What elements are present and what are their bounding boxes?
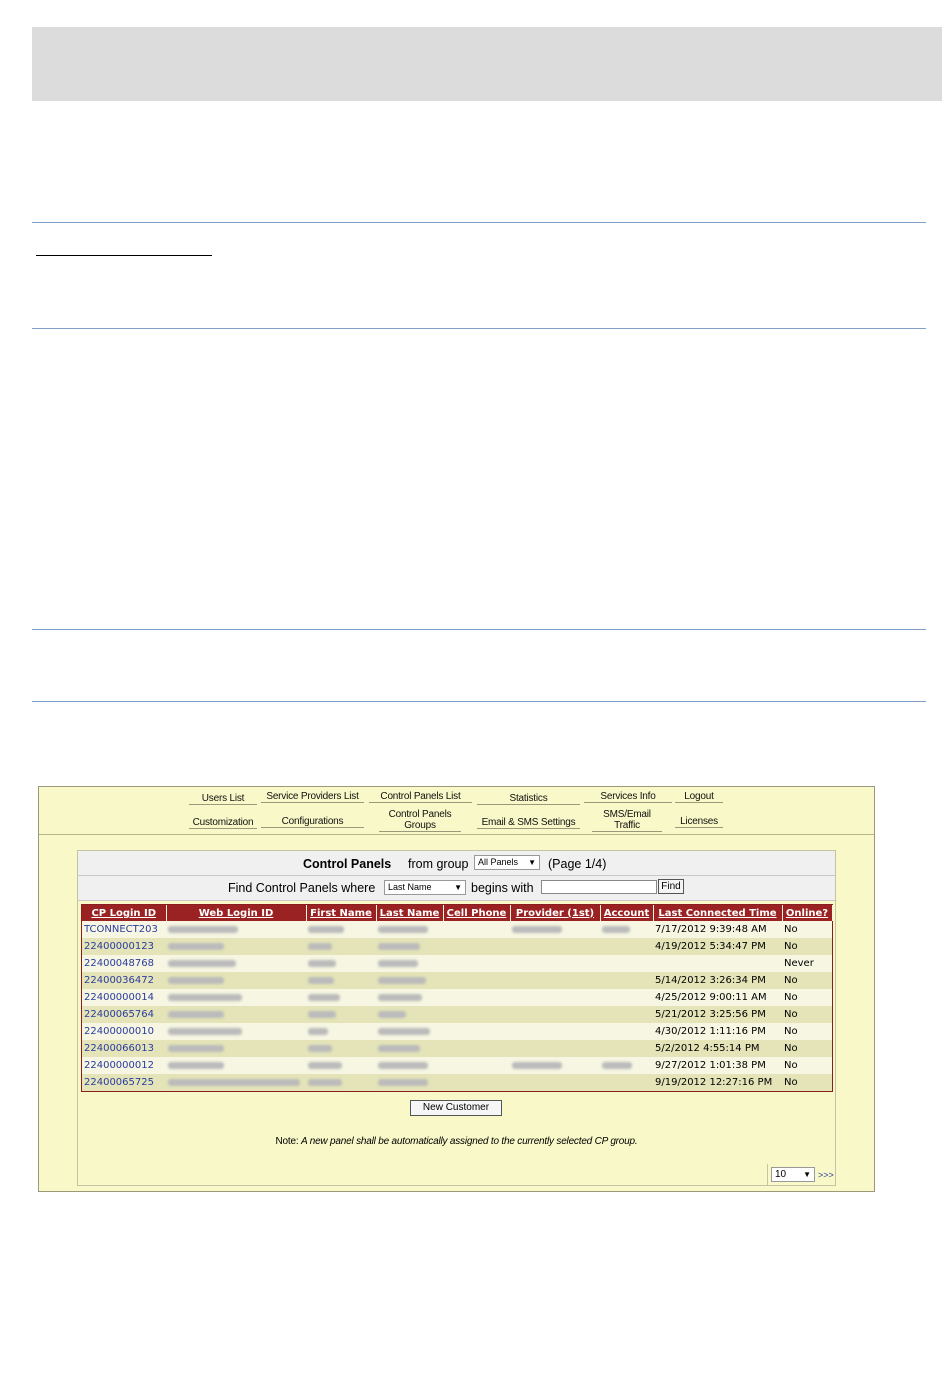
blurred-cell xyxy=(166,1040,306,1057)
cell-empty xyxy=(443,955,510,972)
divider xyxy=(32,629,926,630)
col-last-name[interactable]: Last Name xyxy=(376,905,443,921)
col-online[interactable]: Online? xyxy=(782,905,832,921)
blurred-cell xyxy=(166,1057,306,1074)
last-connected xyxy=(653,955,782,972)
last-connected: 9/27/2012 1:01:38 PM xyxy=(653,1057,782,1074)
online-status: No xyxy=(782,938,832,955)
panel-title-row xyxy=(78,851,835,876)
blurred-cell xyxy=(166,955,306,972)
group-select[interactable] xyxy=(474,855,540,870)
pager xyxy=(767,1164,836,1186)
blurred-cell xyxy=(166,1023,306,1040)
divider xyxy=(32,328,926,329)
blurred-cell xyxy=(306,1040,376,1057)
blurred-cell xyxy=(306,989,376,1006)
cp-login-id-link[interactable]: 22400065764 xyxy=(82,1006,166,1023)
cp-login-id-link[interactable]: 22400048768 xyxy=(82,955,166,972)
underline-rule xyxy=(36,255,212,256)
blurred-cell xyxy=(166,921,306,938)
last-connected: 4/19/2012 5:34:47 PM xyxy=(653,938,782,955)
cell-empty xyxy=(443,972,510,989)
nav-customization[interactable]: Customization xyxy=(189,817,257,829)
blurred-cell xyxy=(306,921,376,938)
nav-configurations[interactable]: Configurations xyxy=(261,816,364,828)
table-row[interactable] xyxy=(82,1057,832,1074)
last-connected: 5/14/2012 3:26:34 PM xyxy=(653,972,782,989)
cell-empty xyxy=(443,989,510,1006)
col-cell-phone[interactable]: Cell Phone xyxy=(443,905,510,921)
table-row[interactable] xyxy=(82,1040,832,1057)
col-last-connected[interactable]: Last Connected Time xyxy=(653,905,782,921)
online-status: No xyxy=(782,989,832,1006)
cell-empty xyxy=(443,1006,510,1023)
nav-logout[interactable]: Logout xyxy=(675,791,723,803)
blurred-cell xyxy=(376,989,443,1006)
search-row xyxy=(78,876,835,901)
last-connected: 9/19/2012 12:27:16 PM xyxy=(653,1074,782,1091)
blurred-cell xyxy=(306,1006,376,1023)
cell-empty xyxy=(600,1006,653,1023)
nav-statistics[interactable]: Statistics xyxy=(477,793,580,805)
blurred-cell xyxy=(376,1057,443,1074)
blurred-cell xyxy=(306,955,376,972)
nav-bar xyxy=(39,787,874,835)
cell-empty xyxy=(510,1074,600,1091)
cp-login-id-link[interactable]: TCONNECT203 xyxy=(82,921,166,938)
cp-login-id-link[interactable]: 22400065725 xyxy=(82,1074,166,1091)
cp-login-id-link[interactable]: 22400000123 xyxy=(82,938,166,955)
blurred-cell xyxy=(376,1023,443,1040)
search-field-value: Last Name xyxy=(388,882,432,892)
blurred-cell xyxy=(510,1057,600,1074)
table-row[interactable] xyxy=(82,972,832,989)
table-row[interactable] xyxy=(82,1074,832,1091)
next-page-link[interactable]: >>> xyxy=(818,1170,834,1180)
blurred-cell xyxy=(376,938,443,955)
nav-users-list[interactable]: Users List xyxy=(189,793,257,805)
from-group-label: from group xyxy=(408,857,469,871)
table-row[interactable] xyxy=(82,938,832,955)
blurred-cell xyxy=(510,921,600,938)
col-provider[interactable]: Provider (1st) xyxy=(510,905,600,921)
table-row[interactable] xyxy=(82,1023,832,1040)
cell-empty xyxy=(510,972,600,989)
find-button[interactable]: Find xyxy=(658,879,684,894)
page-title: Control Panels xyxy=(303,857,392,871)
note-text xyxy=(39,1136,874,1147)
online-status: No xyxy=(782,1057,832,1074)
cell-empty xyxy=(600,989,653,1006)
cell-empty xyxy=(510,1040,600,1057)
cell-empty xyxy=(443,1023,510,1040)
cell-empty xyxy=(510,1023,600,1040)
cell-empty xyxy=(443,1074,510,1091)
blurred-cell xyxy=(376,955,443,972)
last-connected: 4/25/2012 9:00:11 AM xyxy=(653,989,782,1006)
chevron-down-icon: ▼ xyxy=(528,858,536,867)
online-status: No xyxy=(782,1023,832,1040)
chevron-down-icon: ▼ xyxy=(454,883,462,892)
header-band xyxy=(32,27,942,101)
online-status: No xyxy=(782,1040,832,1057)
table-row[interactable] xyxy=(82,955,832,972)
blurred-cell xyxy=(306,1057,376,1074)
nav-control-panels-list[interactable]: Control Panels List xyxy=(369,791,472,803)
blurred-cell xyxy=(376,1040,443,1057)
note-prefix: Note: xyxy=(275,1136,299,1147)
cp-login-id-link[interactable]: 22400036472 xyxy=(82,972,166,989)
blurred-cell xyxy=(166,972,306,989)
online-status: Never xyxy=(782,955,832,972)
blurred-cell xyxy=(376,972,443,989)
cell-empty xyxy=(600,972,653,989)
table-row[interactable] xyxy=(82,921,832,938)
online-status: No xyxy=(782,921,832,938)
page-size-select[interactable] xyxy=(771,1167,815,1182)
cell-empty xyxy=(600,1023,653,1040)
cell-empty xyxy=(600,938,653,955)
col-first-name[interactable]: First Name xyxy=(306,905,376,921)
cell-empty xyxy=(443,1057,510,1074)
blurred-cell xyxy=(376,921,443,938)
search-field-select[interactable] xyxy=(384,880,466,895)
page-indicator: (Page 1/4) xyxy=(548,857,607,871)
nav-control-panels-groups[interactable]: Control Panels Groups xyxy=(379,809,461,832)
last-connected: 5/21/2012 3:25:56 PM xyxy=(653,1006,782,1023)
blurred-cell xyxy=(166,1074,306,1091)
control-panels-table xyxy=(81,904,833,1092)
blurred-cell xyxy=(166,1006,306,1023)
table-row[interactable] xyxy=(82,1006,832,1023)
cell-empty xyxy=(510,938,600,955)
online-status: No xyxy=(782,1006,832,1023)
nav-licenses[interactable]: Licenses xyxy=(675,816,723,828)
cp-login-id-link[interactable]: 22400000012 xyxy=(82,1057,166,1074)
table-row[interactable] xyxy=(82,989,832,1006)
find-label: Find Control Panels where xyxy=(228,881,376,895)
blurred-cell xyxy=(306,1074,376,1091)
note-body: A new panel shall be automatically assigned to the currently selected CP group. xyxy=(301,1136,638,1147)
cell-empty xyxy=(443,921,510,938)
begins-with-label: begins with xyxy=(471,881,534,895)
divider xyxy=(32,222,926,223)
cell-empty xyxy=(510,1006,600,1023)
last-connected: 7/17/2012 9:39:48 AM xyxy=(653,921,782,938)
group-select-value: All Panels xyxy=(478,857,519,867)
online-status: No xyxy=(782,972,832,989)
nav-sms-email-traffic[interactable]: SMS/Email Traffic xyxy=(592,809,662,832)
blurred-cell xyxy=(306,938,376,955)
col-account[interactable]: Account xyxy=(600,905,653,921)
new-customer-button[interactable]: New Customer xyxy=(410,1100,502,1116)
cell-empty xyxy=(443,1040,510,1057)
blurred-cell xyxy=(376,1074,443,1091)
nav-email-sms-settings[interactable]: Email & SMS Settings xyxy=(477,817,580,829)
last-connected: 4/30/2012 1:11:16 PM xyxy=(653,1023,782,1040)
cell-empty xyxy=(443,938,510,955)
cell-empty xyxy=(600,955,653,972)
online-status: No xyxy=(782,1074,832,1091)
cell-empty xyxy=(510,955,600,972)
col-cp-login-id[interactable]: CP Login ID xyxy=(82,905,166,921)
table-header-row xyxy=(82,905,832,921)
cell-empty xyxy=(510,989,600,1006)
chevron-down-icon: ▼ xyxy=(803,1170,811,1179)
search-input[interactable] xyxy=(541,880,657,894)
col-web-login-id[interactable]: Web Login ID xyxy=(166,905,306,921)
cell-empty xyxy=(600,1040,653,1057)
app-screenshot xyxy=(38,786,875,1192)
cp-login-id-link[interactable]: 22400066013 xyxy=(82,1040,166,1057)
blurred-cell xyxy=(166,989,306,1006)
blurred-cell xyxy=(166,938,306,955)
cp-login-id-link[interactable]: 22400000010 xyxy=(82,1023,166,1040)
last-connected: 5/2/2012 4:55:14 PM xyxy=(653,1040,782,1057)
nav-service-providers-list[interactable]: Service Providers List xyxy=(261,791,364,803)
blurred-cell xyxy=(600,921,653,938)
divider xyxy=(32,701,926,702)
page-size-value: 10 xyxy=(775,1169,787,1180)
cp-login-id-link[interactable]: 22400000014 xyxy=(82,989,166,1006)
blurred-cell xyxy=(306,972,376,989)
blurred-cell xyxy=(600,1057,653,1074)
blurred-cell xyxy=(306,1023,376,1040)
blurred-cell xyxy=(376,1006,443,1023)
nav-services-info[interactable]: Services Info xyxy=(584,791,672,803)
cell-empty xyxy=(600,1074,653,1091)
